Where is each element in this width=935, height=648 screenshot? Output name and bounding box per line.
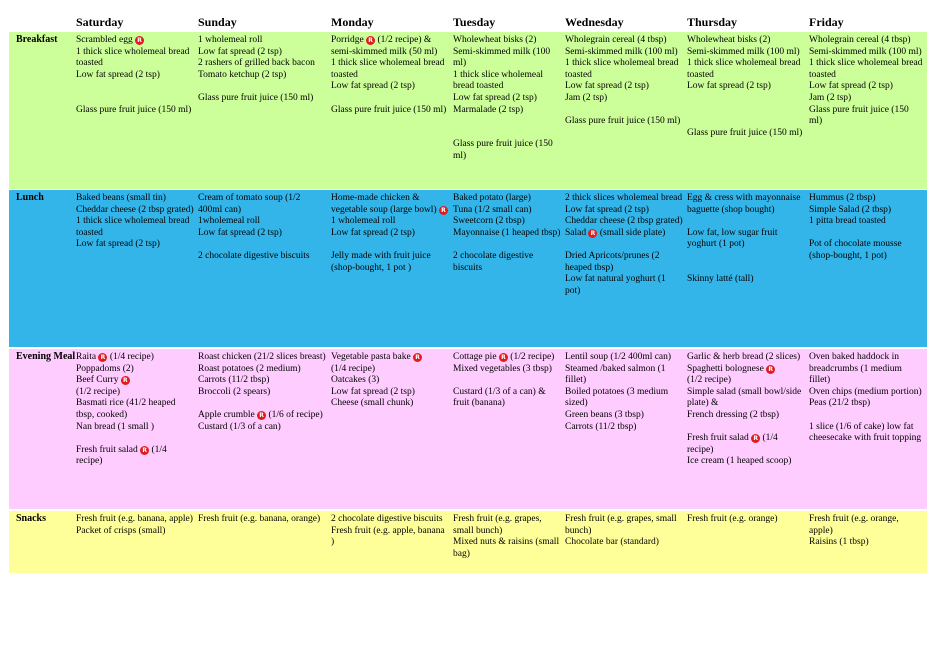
food-item-text: 2 chocolate digestive biscuits: [198, 250, 310, 261]
food-item-text: Custard (1/3 of a can) & fruit (banana): [453, 386, 546, 409]
food-item-detail: (1/2 recipe) & semi-skimmed milk (50 ml): [331, 35, 438, 57]
food-item-text: Custard (1/3 of a can): [198, 421, 281, 432]
food-item: [565, 387, 683, 410]
food-item-text: Fresh fruit salad: [76, 444, 138, 455]
food-item: [76, 445, 194, 468]
meal-cell-monday: [331, 193, 449, 274]
food-item-text: Glass pure fruit juice (150 ml): [331, 104, 447, 115]
food-item-text: Fresh fruit (e.g. banana, orange): [198, 514, 321, 524]
food-item-text: 1 wholemeal roll: [331, 216, 396, 227]
food-item: [331, 35, 449, 58]
food-item: [809, 205, 924, 217]
food-item-text: Semi-skimmed milk (100 ml): [687, 46, 800, 57]
food-item-text: Glass pure fruit juice (150 ml): [198, 92, 314, 103]
food-item: [565, 274, 683, 297]
food-item-detail: (1/4 recipe): [687, 433, 778, 455]
food-item-text: Fresh fruit (e.g. grapes, small bunch): [565, 514, 677, 536]
meal-cell-sunday: [198, 514, 326, 526]
food-item: [809, 537, 924, 549]
food-item: [76, 398, 194, 421]
food-item-text: Fresh fruit (e.g. grapes, small bunch): [453, 514, 542, 536]
food-item: [198, 47, 326, 59]
food-item: [453, 35, 561, 47]
food-item: [198, 70, 326, 82]
food-item-text: 2 chocolate digestive biscuits: [331, 514, 443, 524]
food-item-text: (shop-bought, 1 pot ): [331, 262, 412, 273]
meal-cell-tuesday: [453, 514, 561, 560]
meal-cell-thursday: [687, 35, 805, 139]
food-item-detail: (small side plate): [597, 227, 666, 238]
food-item: [76, 193, 194, 205]
food-item: [453, 537, 561, 560]
food-item-text: 1 thick slice wholemeal bread toasted: [809, 58, 923, 80]
meal-cell-saturday: [76, 193, 194, 251]
food-item: [687, 514, 805, 526]
food-item: [453, 251, 561, 274]
food-item-text: Basmati rice (41/2 heaped tbsp, cooked): [76, 398, 176, 420]
food-item-text: Simple salad (small bowl/side plate) &: [687, 386, 802, 409]
recipe-r-icon: R: [439, 206, 448, 215]
food-item: [809, 93, 924, 105]
recipe-r-icon: R: [766, 365, 775, 374]
day-header-tuesday: Tuesday: [453, 15, 496, 29]
recipe-r-icon: R: [751, 434, 760, 443]
food-item-detail: (1/4 recipe): [107, 352, 154, 362]
food-item-text: Packet of crisps (small): [76, 525, 166, 536]
food-item: [687, 35, 805, 47]
food-item-text: Low fat spread (2 tsp): [331, 81, 415, 92]
food-item: [453, 514, 561, 537]
recipe-r-icon: R: [121, 376, 130, 385]
food-item: [198, 251, 326, 263]
food-item: [453, 387, 561, 410]
meal-cell-wednesday: [565, 35, 683, 128]
food-item-text: Jelly made with fruit juice: [331, 250, 431, 261]
food-item-text: Marmalade (2 tsp): [453, 104, 524, 115]
food-item: [331, 216, 449, 228]
meal-cell-friday: [809, 352, 924, 445]
food-item: [687, 128, 805, 140]
food-item-text: Dried Apricots/prunes (2 heaped tbsp): [565, 250, 660, 273]
food-item-text: Fresh fruit (e.g. banana, apple): [76, 514, 193, 524]
food-item: [76, 364, 194, 376]
food-item: [687, 193, 805, 216]
food-item-text: 1 thick slice wholemeal bread toasted: [331, 58, 445, 80]
food-item-text: Wholewheat bisks (2): [453, 35, 537, 45]
food-item-text: Carrots (11/2 tbsp): [565, 421, 637, 432]
food-item: [198, 35, 326, 47]
food-item: [198, 58, 326, 70]
food-item-text: Semi-skimmed milk (100 ml): [809, 46, 922, 57]
meal-cell-friday: [809, 35, 924, 128]
food-item-text: Low fat spread (2 tsp): [331, 227, 415, 238]
food-item: [809, 352, 924, 387]
recipe-r-icon: R: [140, 446, 149, 455]
food-item: [565, 93, 683, 105]
recipe-r-icon: R: [366, 36, 375, 45]
food-item-text: (1/2 recipe): [76, 386, 121, 397]
recipe-r-icon: R: [257, 411, 266, 420]
food-item-text: Ice cream (1 heaped scoop): [687, 456, 792, 467]
food-item-text: Roast potatoes (2 medium): [198, 363, 301, 374]
food-item: [453, 205, 561, 217]
meal-cell-wednesday: [565, 514, 683, 549]
food-item: [76, 216, 194, 239]
food-item: [453, 139, 561, 162]
food-item: [687, 58, 805, 81]
food-item: [687, 47, 805, 59]
food-item-text: Poppadoms (2): [76, 363, 134, 374]
recipe-r-icon: R: [98, 353, 107, 362]
food-item-text: Fresh fruit (e.g. apple, banana ): [331, 525, 445, 548]
food-item: [331, 105, 449, 117]
food-item-text: Spaghetti bolognese: [687, 363, 764, 374]
meal-label: Snacks: [16, 513, 47, 524]
food-item-text: Fresh fruit salad: [687, 433, 749, 444]
day-header-wednesday: Wednesday: [565, 15, 624, 29]
food-item: [198, 422, 326, 434]
meal-cell-thursday: [687, 193, 805, 286]
food-item: [76, 352, 194, 364]
food-item: [565, 193, 683, 205]
food-item-text: Sweetcorn (2 tbsp): [453, 216, 525, 227]
food-item-text: Wholewheat bisks (2): [687, 35, 771, 45]
food-item-text: Boiled potatoes (3 medium sized): [565, 386, 669, 409]
meal-cell-wednesday: [565, 352, 683, 433]
food-item-text: Peas (21/2 tbsp): [809, 398, 871, 409]
food-item: [331, 228, 449, 240]
food-item: [331, 352, 449, 364]
food-item-text: 1 wholemeal roll: [198, 35, 263, 45]
food-item: [453, 93, 561, 105]
food-item: [331, 81, 449, 93]
food-item: [453, 364, 561, 376]
food-item-text: Jam (2 tsp): [809, 92, 852, 103]
food-item-text: Scrambled egg: [76, 35, 133, 45]
food-item-text: 1 thick slice wholemeal bread toasted: [453, 69, 543, 92]
food-item-text: Glass pure fruit juice (150 ml): [687, 127, 803, 138]
meal-row-evening-meal: [9, 349, 927, 509]
food-item-text: Glass pure fruit juice (150 ml): [453, 139, 553, 161]
meal-cell-friday: [809, 193, 924, 263]
food-item-text: Carrots (11/2 tbsp): [198, 375, 270, 386]
food-item: [687, 228, 805, 251]
food-item-text: 1 thick slice wholemeal bread toasted: [565, 58, 679, 80]
food-item: [331, 375, 449, 387]
food-item: [453, 47, 561, 70]
food-item: [809, 398, 924, 410]
food-item: [331, 387, 449, 399]
food-item-text: Low fat spread (2 tsp): [565, 204, 649, 215]
food-item-text: Low fat spread (2 tsp): [687, 81, 771, 92]
food-item: [565, 216, 683, 228]
food-item-text: Raisins (1 tbsp): [809, 537, 869, 548]
food-item: [76, 375, 194, 387]
food-item: [565, 352, 683, 364]
food-item-text: Tuna (1/2 small can): [453, 204, 532, 215]
food-item-text: Mayonnaise (1 heaped tbsp): [453, 227, 561, 238]
food-item-text: Wholegrain cereal (4 tbsp): [565, 35, 667, 45]
food-item-text: Low fat spread (2 tsp): [76, 239, 160, 250]
meal-cell-saturday: [76, 352, 194, 468]
food-item: [331, 514, 449, 526]
food-item-text: Fresh fruit (e.g. orange, apple): [809, 514, 899, 536]
food-item: [687, 433, 805, 456]
food-item-text: French dressing (2 tbsp): [687, 409, 780, 420]
meal-cell-thursday: [687, 514, 805, 526]
food-item: [198, 216, 326, 228]
food-item: [331, 263, 449, 275]
meal-row-snacks: [9, 511, 927, 573]
meal-cell-thursday: [687, 352, 805, 468]
food-item-text: Low fat natural yoghurt (1 pot): [565, 274, 666, 296]
food-item-text: Fresh fruit (e.g. orange): [687, 514, 778, 524]
day-header-friday: Friday: [809, 15, 844, 29]
food-item: [198, 364, 326, 376]
food-item: [76, 239, 194, 251]
food-item-text: Low fat spread (2 tsp): [76, 69, 160, 80]
recipe-r-icon: R: [588, 229, 597, 238]
food-item: [809, 514, 924, 537]
food-item-text: (1/2 recipe): [687, 375, 732, 386]
food-item: [453, 105, 561, 117]
food-item: [76, 422, 194, 434]
food-item-text: 1 thick slice wholemeal bread toasted: [687, 58, 801, 80]
food-item: [687, 375, 805, 387]
food-item-text: Low fat spread (2 tsp): [809, 81, 893, 92]
meal-cell-monday: [331, 514, 449, 549]
food-item-text: 2 thick slices wholemeal bread: [565, 193, 683, 203]
food-item: [687, 274, 805, 286]
food-item-text: Jam (2 tsp): [565, 92, 608, 103]
food-item: [76, 70, 194, 82]
food-item-text: Apple crumble: [198, 409, 255, 420]
food-item-text: Steamed /baked salmon (1 fillet): [565, 363, 666, 386]
food-item-text: Mixed nuts & raisins (small bag): [453, 537, 560, 559]
food-item-text: Glass pure fruit juice (150 ml): [809, 104, 909, 127]
meal-label: Evening Meal: [16, 351, 76, 362]
food-item: [331, 398, 449, 410]
day-header-monday: Monday: [331, 15, 374, 29]
meal-cell-friday: [809, 514, 924, 549]
food-item: [565, 410, 683, 422]
food-item: [76, 526, 194, 538]
food-item: [565, 47, 683, 59]
food-item-text: Low fat spread (2 tsp): [198, 227, 282, 238]
food-item-text: Beef Curry: [76, 375, 119, 386]
food-item: [331, 193, 449, 216]
food-item: [453, 228, 561, 240]
recipe-r-icon: R: [135, 36, 144, 45]
meal-label: Lunch: [16, 192, 44, 203]
recipe-r-icon: R: [413, 353, 422, 362]
food-item: [687, 352, 805, 364]
recipe-r-icon: R: [499, 353, 508, 362]
food-item-text: Cheddar cheese (2 tbsp grated): [565, 216, 683, 227]
food-item: [809, 105, 924, 128]
food-item-text: Semi-skimmed milk (100 ml): [453, 46, 551, 69]
food-item-text: Pot of chocolate mousse (shop-bought, 1 pot): [809, 239, 902, 261]
food-item-text: Egg & cress with mayonnaise baguette (shop bought): [687, 193, 801, 215]
day-header-thursday: Thursday: [687, 15, 738, 29]
food-item-text: Vegetable pasta bake: [331, 352, 411, 362]
food-item: [565, 422, 683, 434]
food-item-text: 2 chocolate digestive biscuits: [453, 250, 534, 273]
food-item: [198, 387, 326, 399]
food-item-text: Skinny latté (tall): [687, 274, 754, 285]
food-item: [809, 239, 924, 262]
food-item-text: Low fat spread (2 tsp): [331, 386, 415, 397]
meal-cell-saturday: [76, 35, 194, 116]
food-item: [198, 193, 326, 216]
food-item-text: Porridge: [331, 35, 364, 45]
food-item-text: 1 thick slice wholemeal bread toasted: [76, 46, 190, 69]
food-item: [565, 35, 683, 47]
meal-row-breakfast: [9, 32, 927, 189]
food-item-text: Salad: [565, 227, 587, 238]
food-item: [809, 35, 924, 47]
food-item-text: Oven baked haddock in breadcrumbs (1 medium fillet): [809, 352, 902, 386]
food-item: [453, 352, 561, 364]
food-item: [809, 47, 924, 59]
food-item: [565, 116, 683, 128]
meal-cell-sunday: [198, 193, 326, 263]
food-item: [809, 422, 924, 445]
food-item: [198, 410, 326, 422]
food-item: [76, 105, 194, 117]
food-item: [76, 205, 194, 217]
food-item-text: Low fat spread (2 tsp): [565, 81, 649, 92]
food-item-text: Low fat, low sugar fruit yoghurt (1 pot): [687, 227, 778, 250]
food-item: [453, 216, 561, 228]
food-item-text: Low fat spread (2 tsp): [198, 46, 282, 57]
food-item: [565, 228, 683, 240]
food-item: [809, 216, 924, 228]
food-item: [809, 81, 924, 93]
food-item: [198, 514, 326, 526]
meal-row-lunch: [9, 190, 927, 347]
meal-cell-wednesday: [565, 193, 683, 297]
food-item-text: Glass pure fruit juice (150 ml): [565, 116, 681, 127]
food-item-text: Cheddar cheese (2 tbsp grated): [76, 204, 194, 215]
food-item: [76, 47, 194, 70]
food-item-text: 1 slice (1/6 of cake) low fat cheesecake with fruit topping: [809, 421, 922, 444]
day-header-saturday: Saturday: [76, 15, 124, 29]
food-item: [565, 58, 683, 81]
food-item: [76, 514, 194, 526]
food-item-text: Mixed vegetables (3 tbsp): [453, 363, 552, 374]
food-item: [76, 35, 194, 47]
food-item-text: Raita: [76, 352, 97, 362]
food-item: [76, 387, 194, 399]
day-header-sunday: Sunday: [198, 15, 237, 29]
food-item-text: Garlic & herb bread (2 slices): [687, 352, 801, 362]
food-item-text: Cheese (small chunk): [331, 398, 414, 409]
food-item-detail: (1/2 recipe): [507, 352, 555, 362]
food-item-detail: (1/4 recipe): [76, 444, 167, 467]
food-item-text: 2 rashers of grilled back bacon: [198, 58, 315, 69]
food-item-text: Glass pure fruit juice (150 ml): [76, 104, 192, 115]
food-item-text: Cream of tomato soup (1/2 400ml can): [198, 193, 301, 215]
food-item-text: Oven chips (medium portion): [809, 386, 922, 397]
meal-cell-monday: [331, 35, 449, 116]
food-item: [565, 364, 683, 387]
food-item-text: Oatcakes (3): [331, 375, 380, 386]
food-item: [687, 410, 805, 422]
food-item-text: Cottage pie: [453, 352, 497, 362]
food-item-text: Broccoli (2 spears): [198, 386, 271, 397]
food-item-text: Low fat spread (2 tsp): [453, 92, 537, 103]
food-item: [809, 58, 924, 81]
food-item: [565, 537, 683, 549]
meal-cell-tuesday: [453, 352, 561, 410]
food-item: [809, 193, 924, 205]
food-item: [331, 526, 449, 549]
food-item-text: Lentil soup (1/2 400ml can): [565, 352, 672, 362]
meal-cell-sunday: [198, 35, 326, 105]
food-item: [565, 81, 683, 93]
food-item: [687, 456, 805, 468]
food-item: [331, 58, 449, 81]
food-item: [198, 228, 326, 240]
food-item: [687, 364, 805, 376]
food-item-text: Semi-skimmed milk (100 ml): [565, 46, 678, 57]
food-item-text: 1 pitta bread toasted: [809, 216, 886, 227]
meal-cell-tuesday: [453, 193, 561, 274]
meal-cell-tuesday: [453, 35, 561, 163]
food-item-text: Wholegrain cereal (4 tbsp): [809, 35, 911, 45]
food-item-text: Tomato ketchup (2 tsp): [198, 69, 287, 80]
food-item: [565, 514, 683, 537]
food-item: [198, 93, 326, 105]
food-item: [331, 251, 449, 263]
food-item: [198, 375, 326, 387]
food-item-text: Nan bread (1 small ): [76, 421, 155, 432]
food-item-text: Chocolate bar (standard): [565, 537, 659, 548]
meal-cell-monday: [331, 352, 449, 410]
food-item-detail: (1/6 of recipe): [266, 409, 323, 420]
food-item: [198, 352, 326, 364]
food-item-text: 1 thick slice wholemeal bread toasted: [76, 216, 190, 238]
meal-cell-saturday: [76, 514, 194, 537]
food-item-text: Baked potato (large): [453, 193, 531, 203]
food-item: [565, 205, 683, 217]
food-item-text: 1wholemeal roll: [198, 216, 260, 227]
food-item: [331, 364, 449, 376]
food-item-text: Hummus (2 tbsp): [809, 193, 876, 203]
meal-label: Breakfast: [16, 34, 58, 45]
food-item: [565, 251, 683, 274]
food-item: [687, 81, 805, 93]
food-item: [809, 387, 924, 399]
food-item-text: Baked beans (small tin): [76, 193, 166, 203]
food-item-text: Simple Salad (2 tbsp): [809, 204, 892, 215]
food-item-text: (1/4 recipe): [331, 363, 376, 374]
food-item: [687, 387, 805, 410]
food-item-text: Green beans (3 tbsp): [565, 409, 644, 420]
meal-cell-sunday: [198, 352, 326, 433]
food-item-text: Roast chicken (21/2 slices breast): [198, 352, 326, 362]
food-item: [453, 70, 561, 93]
food-item: [453, 193, 561, 205]
food-item-text: Home-made chicken & vegetable soup (large bowl): [331, 193, 437, 215]
